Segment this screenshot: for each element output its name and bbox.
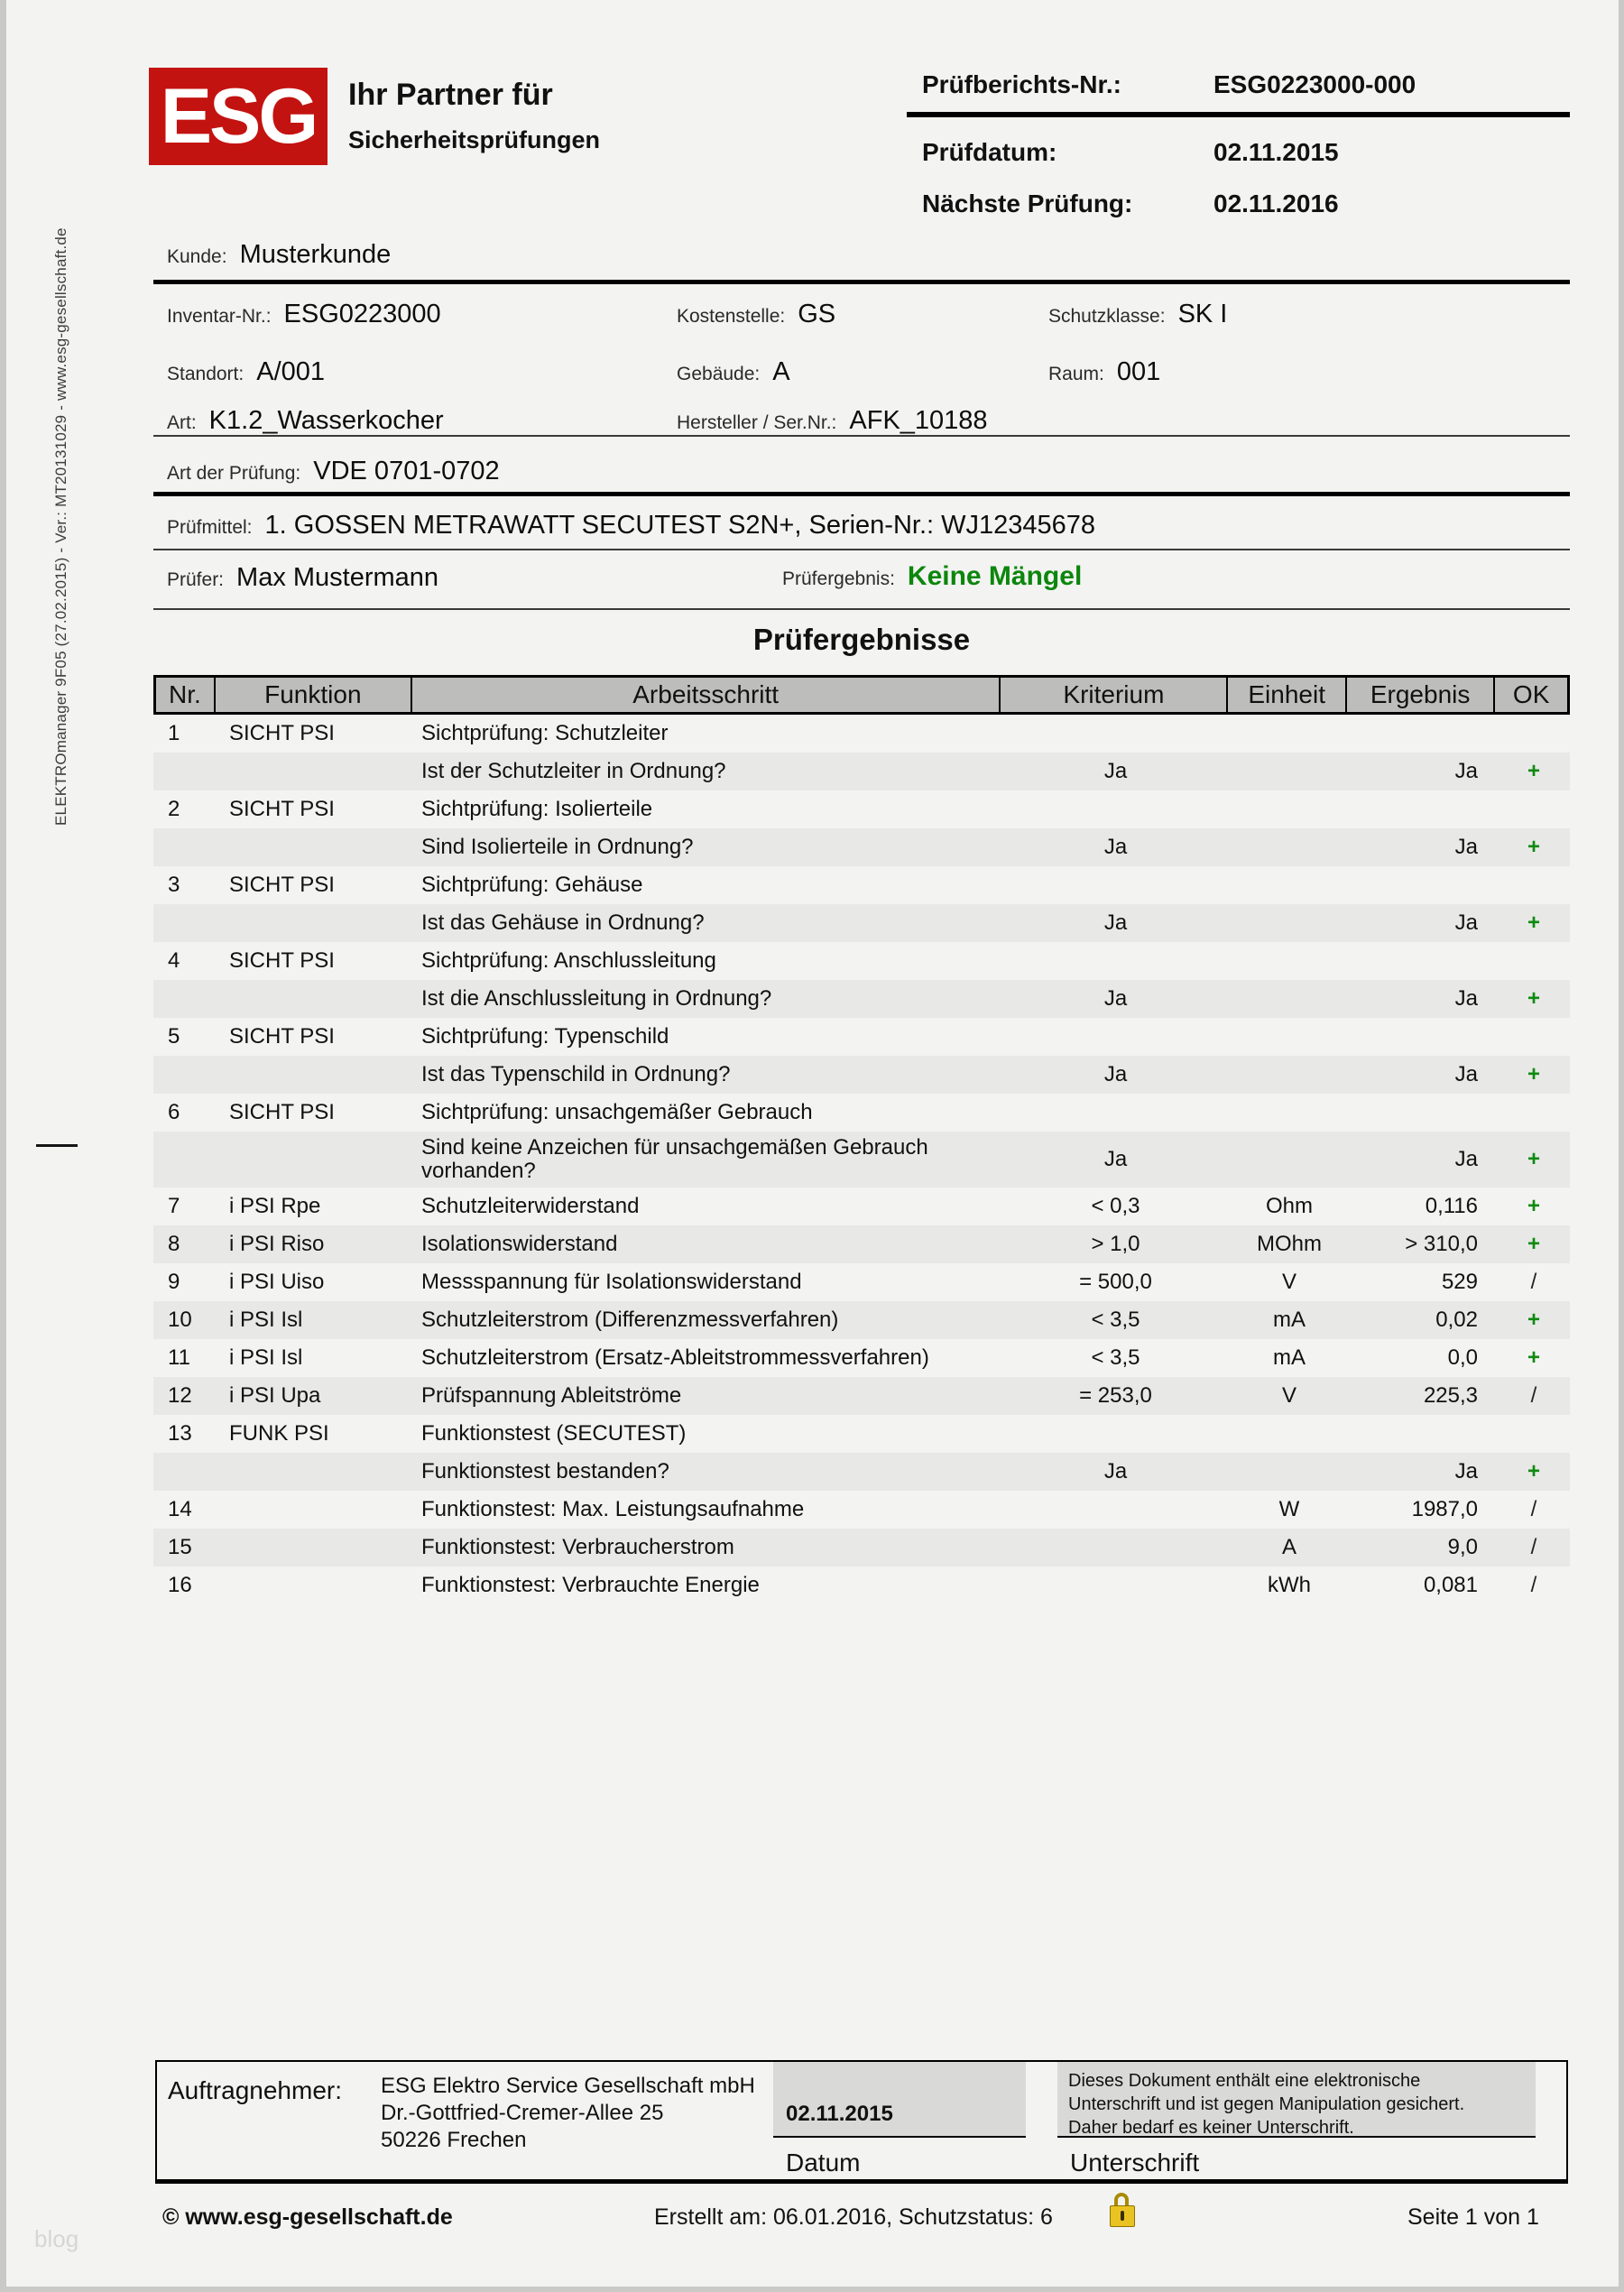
cell-einheit: MOhm: [1257, 1232, 1322, 1256]
results-table-header: [153, 675, 1570, 715]
next-test-label: Nächste Prüfung:: [922, 189, 1133, 217]
customer-label: Kunde:: [167, 246, 227, 267]
customer-row: [167, 240, 391, 270]
cell-arbeitsschritt: Ist das Typenschild in Ordnung?: [421, 1062, 731, 1086]
manufacturer-serial-label: Hersteller / Ser.Nr.:: [677, 412, 837, 433]
signature-block: [155, 2060, 1568, 2184]
cell-ok: [1498, 790, 1570, 828]
report-number-label: Prüfberichts-Nr.:: [922, 70, 1121, 98]
cell-ok: +: [1527, 835, 1540, 859]
cell-arbeitsschritt: Ist das Gehäuse in Ordnung?: [421, 910, 705, 935]
cell-arbeitsschritt: Sind Isolierteile in Ordnung?: [421, 835, 694, 859]
cell-ok: +: [1527, 1232, 1540, 1256]
location-field: [167, 357, 325, 387]
cell-funktion: [213, 1491, 411, 1529]
test-equipment-value: 1. GOSSEN METRAWATT SECUTEST S2N+, Serien-Nr.: WJ12345678: [264, 511, 1096, 540]
header-ok: OK: [1512, 680, 1550, 708]
cell-ergebnis: 529: [1441, 1270, 1478, 1294]
cell-arbeitsschritt: Prüfspannung Ableitströme: [421, 1383, 682, 1408]
watermark-text: blog: [34, 2225, 79, 2252]
cell-funktion: i PSI Upa: [229, 1383, 321, 1408]
test-equipment-row: [167, 511, 1095, 541]
cell-einheit: [1230, 1132, 1349, 1188]
date-box: [773, 2062, 1026, 2138]
test-type-label: Art der Prüfung:: [167, 463, 301, 484]
cost-center-label: Kostenstelle:: [677, 306, 786, 327]
cell-funktion: SICHT PSI: [229, 1100, 335, 1124]
cell-ergebnis: Ja: [1454, 835, 1478, 859]
cell-kriterium: = 500,0: [1079, 1270, 1152, 1294]
room-field: [1048, 357, 1160, 387]
header-einheit: Einheit: [1228, 678, 1347, 712]
cell-ergebnis: [1349, 866, 1498, 904]
cell-einheit: [1230, 1415, 1349, 1453]
table-row: [153, 1132, 1570, 1188]
cell-nr: 9: [168, 1270, 180, 1294]
cell-ergebnis: [1349, 1415, 1498, 1453]
table-row: [153, 753, 1570, 790]
table-row: [153, 1263, 1570, 1301]
inspector-value: Max Mustermann: [236, 563, 439, 592]
cell-arbeitsschritt: Schutzleiterstrom (Ersatz-Ableitstrommessverfahren): [421, 1345, 929, 1370]
cell-ergebnis: Ja: [1454, 1147, 1478, 1171]
cell-arbeitsschritt: Funktionstest bestanden?: [421, 1459, 669, 1483]
cell-ergebnis: Ja: [1454, 1062, 1478, 1086]
cell-text: Sind keine Anzeichen für unsachgemäßen Gebrauch vorhanden?: [421, 1135, 928, 1183]
cell-arbeitsschritt: Isolationswiderstand: [421, 1232, 618, 1256]
cell-kriterium: < 0,3: [1091, 1194, 1140, 1218]
cell-kriterium: Ja: [1103, 910, 1128, 935]
cell-ok: [1498, 942, 1570, 980]
table-row: [153, 1415, 1570, 1453]
cell-arbeitsschritt: Funktionstest: Verbrauchte Energie: [421, 1573, 760, 1597]
cell-kriterium: Ja: [1103, 835, 1128, 859]
inventory-number-label: Inventar-Nr.:: [167, 306, 272, 327]
cell-nr: [153, 753, 213, 790]
cell-arbeitsschritt: Ist die Anschlussleitung in Ordnung?: [421, 986, 772, 1011]
cell-ok: +: [1527, 759, 1540, 783]
table-row: [153, 1188, 1570, 1225]
cost-center-field: [677, 300, 835, 329]
cell-kriterium: Ja: [1103, 759, 1128, 783]
results-title: Prüfergebnisse: [752, 623, 971, 656]
table-row: [153, 1056, 1570, 1094]
table-row: [153, 1018, 1570, 1056]
logo-tagline-2: Sicherheitsprüfungen: [348, 126, 601, 153]
cell-kriterium: [1001, 1567, 1230, 1604]
cell-einheit: [1230, 715, 1349, 753]
cell-einheit: Ohm: [1265, 1194, 1313, 1218]
cell-ok: +: [1527, 1459, 1540, 1483]
location-value: A/001: [256, 357, 326, 386]
cell-nr: [153, 1056, 213, 1094]
test-date-label: Prüfdatum:: [922, 138, 1057, 166]
cell-ergebnis: > 310,0: [1405, 1232, 1478, 1256]
cell-ergebnis: [1349, 790, 1498, 828]
esg-logo: [149, 68, 328, 165]
cell-einheit: [1230, 1453, 1349, 1491]
table-row: [153, 942, 1570, 980]
cell-ok: [1498, 866, 1570, 904]
room-value: 001: [1116, 357, 1161, 386]
cell-arbeitsschritt: Messspannung für Isolationswiderstand: [421, 1270, 802, 1294]
table-row: [153, 980, 1570, 1018]
cell-kriterium: [1001, 1491, 1230, 1529]
cell-funktion: i PSI Rpe: [229, 1194, 321, 1218]
cell-kriterium: Ja: [1103, 986, 1128, 1011]
table-row: [153, 1339, 1570, 1377]
cell-funktion: i PSI Isl: [229, 1308, 303, 1332]
page-edge-right: [1619, 0, 1624, 2292]
cell-kriterium: [1001, 1415, 1230, 1453]
table-row: [153, 1491, 1570, 1529]
header-nr: Nr.: [156, 678, 216, 712]
results-table-body: [153, 715, 1570, 1604]
cell-ok: [1498, 715, 1570, 753]
building-label: Gebäude:: [677, 364, 761, 384]
table-row: [153, 715, 1570, 753]
cell-kriterium: [1001, 715, 1230, 753]
results-table: [153, 675, 1570, 1604]
cell-arbeitsschritt: Sichtprüfung: Schutzleiter: [421, 721, 669, 745]
test-equipment-label: Prüfmittel:: [167, 517, 253, 538]
table-row: [153, 1529, 1570, 1567]
cell-nr: [153, 904, 213, 942]
protection-class-label: Schutzklasse:: [1048, 306, 1166, 327]
inspector-divider: [153, 608, 1570, 610]
test-date-value: 02.11.2015: [1213, 138, 1339, 166]
test-result-label: Prüfergebnis:: [782, 568, 895, 589]
cell-funktion: FUNK PSI: [229, 1421, 329, 1446]
inspector-row: [167, 563, 438, 593]
table-row: [153, 1377, 1570, 1415]
location-label: Standort:: [167, 364, 245, 384]
table-row: [153, 790, 1570, 828]
table-row: [153, 1094, 1570, 1132]
cell-nr: 3: [168, 873, 180, 897]
room-label: Raum:: [1048, 364, 1104, 384]
cell-ergebnis: [1349, 1018, 1498, 1056]
cell-einheit: [1230, 1018, 1349, 1056]
cell-einheit: [1230, 753, 1349, 790]
cell-nr: 15: [168, 1535, 192, 1559]
cell-nr: 13: [168, 1421, 192, 1446]
cell-kriterium: Ja: [1103, 1147, 1128, 1171]
cell-kriterium: [1001, 1094, 1230, 1132]
cell-nr: [153, 828, 213, 866]
cell-ergebnis: 9,0: [1447, 1535, 1478, 1559]
cell-ok: [1498, 1018, 1570, 1056]
cell-funktion: SICHT PSI: [229, 721, 335, 745]
cell-kriterium: [1001, 942, 1230, 980]
cell-nr: 5: [168, 1024, 180, 1049]
inventory-number-field: [167, 300, 441, 329]
cell-ok: +: [1527, 1062, 1540, 1086]
signature-note-line2: Unterschrift und ist gegen Manipulation gesichert.: [1068, 2094, 1465, 2114]
cell-funktion: SICHT PSI: [229, 873, 335, 897]
cell-funktion: [213, 1567, 411, 1604]
cell-kriterium: Ja: [1103, 1062, 1128, 1086]
cell-einheit: [1230, 1056, 1349, 1094]
cell-nr: 6: [168, 1100, 180, 1124]
cell-nr: 14: [168, 1497, 192, 1521]
header-funktion: Funktion: [216, 678, 412, 712]
cell-kriterium: < 3,5: [1091, 1308, 1140, 1332]
cell-funktion: SICHT PSI: [229, 948, 335, 973]
cell-funktion: [213, 1056, 411, 1094]
cell-einheit: mA: [1273, 1308, 1306, 1332]
cell-ergebnis: 0,116: [1425, 1194, 1478, 1218]
cell-einheit: [1230, 1094, 1349, 1132]
cell-einheit: [1230, 980, 1349, 1018]
cell-nr: 8: [168, 1232, 180, 1256]
cell-funktion: i PSI Uiso: [229, 1270, 325, 1294]
cell-ok: /: [1530, 1535, 1537, 1559]
signature-note-line3: Daher bedarf es keiner Unterschrift.: [1068, 2118, 1354, 2138]
cell-ok: [1498, 1094, 1570, 1132]
cell-einheit: kWh: [1268, 1573, 1311, 1597]
cell-einheit: [1230, 866, 1349, 904]
cell-nr: [153, 1453, 213, 1491]
cell-ergebnis: 225,3: [1423, 1383, 1478, 1408]
cell-arbeitsschritt: Funktionstest (SECUTEST): [421, 1421, 687, 1446]
signature-note-line1: Dieses Dokument enthält eine elektronische: [1068, 2071, 1421, 2091]
contractor-name: ESG Elektro Service Gesellschaft mbH: [381, 2074, 755, 2098]
footer-page-number: Seite 1 von 1: [1407, 2204, 1539, 2230]
cell-funktion: [213, 1453, 411, 1491]
test-date-row: [922, 138, 1339, 167]
cell-ergebnis: 1987,0: [1411, 1497, 1478, 1521]
logo-tagline-1: Ihr Partner für: [348, 78, 553, 112]
cell-ergebnis: Ja: [1454, 1459, 1478, 1483]
cell-ergebnis: [1349, 715, 1498, 753]
cell-einheit: mA: [1273, 1345, 1306, 1370]
protection-class-value: SK I: [1177, 300, 1228, 328]
report-number-value: ESG0223000-000: [1213, 70, 1416, 98]
cell-nr: 10: [168, 1308, 192, 1332]
padlock-icon: [1110, 2193, 1135, 2229]
next-test-value: 02.11.2016: [1213, 189, 1339, 217]
cell-einheit: [1230, 828, 1349, 866]
test-type-value: VDE 0701-0702: [313, 457, 500, 485]
customer-value: Musterkunde: [239, 240, 392, 269]
customer-divider: [153, 280, 1570, 284]
cell-arbeitsschritt: Sichtprüfung: Isolierteile: [421, 797, 653, 821]
building-value: A: [772, 357, 790, 386]
cell-nr: [153, 1132, 213, 1188]
cell-ok: +: [1527, 1345, 1540, 1370]
cell-ergebnis: 0,081: [1423, 1573, 1478, 1597]
fold-mark: [36, 1144, 78, 1147]
device-type-label: Art:: [167, 412, 197, 433]
header-ergebnis: Ergebnis: [1347, 678, 1495, 712]
cell-ergebnis: [1349, 942, 1498, 980]
cell-ok: /: [1530, 1573, 1537, 1597]
device-type-value: K1.2_Wasserkocher: [208, 406, 444, 435]
cell-ok: /: [1530, 1270, 1537, 1294]
cell-funktion: [213, 753, 411, 790]
cell-arbeitsschritt: Schutzleiterstrom (Differenzmessverfahren): [421, 1308, 839, 1332]
table-row: [153, 1225, 1570, 1263]
cell-funktion: [213, 1529, 411, 1567]
info-divider: [153, 435, 1570, 437]
cell-kriterium: = 253,0: [1079, 1383, 1152, 1408]
protection-class-field: [1048, 300, 1227, 329]
test-type-divider: [153, 492, 1570, 496]
cell-ok: [1498, 1415, 1570, 1453]
signature-date-value: 02.11.2015: [786, 2102, 893, 2126]
date-label: Datum: [786, 2149, 861, 2176]
padlock-keyhole: [1121, 2211, 1124, 2221]
cost-center-value: GS: [798, 300, 836, 328]
report-number-row: [922, 70, 1416, 99]
header-divider: [907, 112, 1570, 117]
cell-arbeitsschritt: Sichtprüfung: unsachgemäßer Gebrauch: [421, 1100, 813, 1124]
next-test-row: [922, 189, 1339, 218]
esg-logo-text: ESG: [160, 73, 317, 160]
header-arbeitsschritt: Arbeitsschritt: [412, 678, 1001, 712]
footer-created: Erstellt am: 06.01.2016, Schutzstatus: 6: [654, 2204, 1053, 2230]
signature-label: Unterschrift: [1070, 2149, 1200, 2176]
cell-kriterium: < 3,5: [1091, 1345, 1140, 1370]
cell-einheit: V: [1281, 1383, 1296, 1408]
page-edge-bottom: [0, 2287, 1624, 2292]
cell-ergebnis: 0,0: [1447, 1345, 1478, 1370]
equipment-divider: [153, 549, 1570, 550]
header-kriterium: Kriterium: [1001, 678, 1228, 712]
cell-ok: +: [1527, 910, 1540, 935]
table-row: [153, 828, 1570, 866]
table-row: [153, 1567, 1570, 1604]
cell-einheit: [1230, 790, 1349, 828]
cell-ergebnis: Ja: [1454, 910, 1478, 935]
cell-einheit: V: [1281, 1270, 1296, 1294]
cell-funktion: [213, 904, 411, 942]
cell-ok: +: [1527, 1308, 1540, 1332]
cell-funktion: [213, 980, 411, 1018]
inventory-number-value: ESG0223000: [283, 300, 441, 328]
cell-kriterium: [1001, 866, 1230, 904]
cell-arbeitsschritt: Sichtprüfung: Anschlussleitung: [421, 948, 716, 973]
footer-copyright: © www.esg-gesellschaft.de: [162, 2204, 453, 2230]
cell-ergebnis: 0,02: [1435, 1308, 1478, 1332]
cell-arbeitsschritt: Funktionstest: Verbraucherstrom: [421, 1535, 734, 1559]
cell-ok: /: [1530, 1497, 1537, 1521]
cell-funktion: SICHT PSI: [229, 797, 335, 821]
contractor-city: 50226 Frechen: [381, 2128, 527, 2152]
contractor-street: Dr.-Gottfried-Cremer-Allee 25: [381, 2101, 664, 2125]
cell-kriterium: > 1,0: [1091, 1232, 1140, 1256]
signature-box: [1057, 2062, 1536, 2138]
cell-arbeitsschritt: Sichtprüfung: Gehäuse: [421, 873, 643, 897]
cell-arbeitsschritt: Schutzleiterwiderstand: [421, 1194, 640, 1218]
sidebar-version-text: ELEKTROmanager 9F05 (27.02.2015) - Ver.: MT20131029 - www.esg-gesellschaft.de: [52, 227, 69, 826]
cell-kriterium: [1001, 1529, 1230, 1567]
cell-nr: 12: [168, 1383, 192, 1408]
test-result-row: [782, 561, 1082, 592]
cell-einheit: A: [1281, 1535, 1296, 1559]
cell-einheit: W: [1278, 1497, 1300, 1521]
cell-nr: 7: [168, 1194, 180, 1218]
cell-arbeitsschritt: Sichtprüfung: Typenschild: [421, 1024, 669, 1049]
contractor-label: Auftragnehmer:: [168, 2076, 342, 2104]
cell-arbeitsschritt: [411, 1132, 1001, 1188]
cell-funktion: i PSI Isl: [229, 1345, 303, 1370]
table-row: [153, 1301, 1570, 1339]
test-type-row: [167, 457, 500, 486]
cell-nr: [153, 980, 213, 1018]
cell-ergebnis: Ja: [1454, 759, 1478, 783]
cell-einheit: [1230, 904, 1349, 942]
cell-ok: +: [1527, 1147, 1540, 1171]
test-result-value: Keine Mängel: [907, 561, 1083, 591]
cell-funktion: [213, 1132, 411, 1188]
inspector-label: Prüfer:: [167, 569, 225, 590]
table-row: [153, 904, 1570, 942]
cell-nr: 4: [168, 948, 180, 973]
electronic-signature-note: [1068, 2069, 1464, 2140]
contractor-address: [381, 2073, 755, 2154]
cell-funktion: [213, 828, 411, 866]
building-field: [677, 357, 790, 387]
cell-kriterium: [1001, 1018, 1230, 1056]
cell-ok: +: [1527, 986, 1540, 1011]
cell-funktion: SICHT PSI: [229, 1024, 335, 1049]
page-edge-left: [0, 0, 6, 2292]
cell-einheit: [1230, 942, 1349, 980]
device-type-field: [167, 406, 444, 436]
manufacturer-serial-value: AFK_10188: [849, 406, 988, 435]
cell-nr: 2: [168, 797, 180, 821]
table-row: [153, 866, 1570, 904]
cell-ok: /: [1530, 1383, 1537, 1408]
cell-ergebnis: Ja: [1454, 986, 1478, 1011]
cell-nr: 1: [168, 721, 180, 745]
cell-ergebnis: [1349, 1094, 1498, 1132]
cell-kriterium: [1001, 790, 1230, 828]
manufacturer-serial-field: [677, 406, 988, 436]
table-row: [153, 1453, 1570, 1491]
cell-kriterium: Ja: [1103, 1459, 1128, 1483]
cell-arbeitsschritt: Ist der Schutzleiter in Ordnung?: [421, 759, 726, 783]
cell-nr: 11: [168, 1345, 190, 1370]
cell-ok: +: [1527, 1194, 1540, 1218]
cell-arbeitsschritt: Funktionstest: Max. Leistungsaufnahme: [421, 1497, 805, 1521]
cell-nr: 16: [168, 1573, 192, 1597]
cell-funktion: i PSI Riso: [229, 1232, 325, 1256]
